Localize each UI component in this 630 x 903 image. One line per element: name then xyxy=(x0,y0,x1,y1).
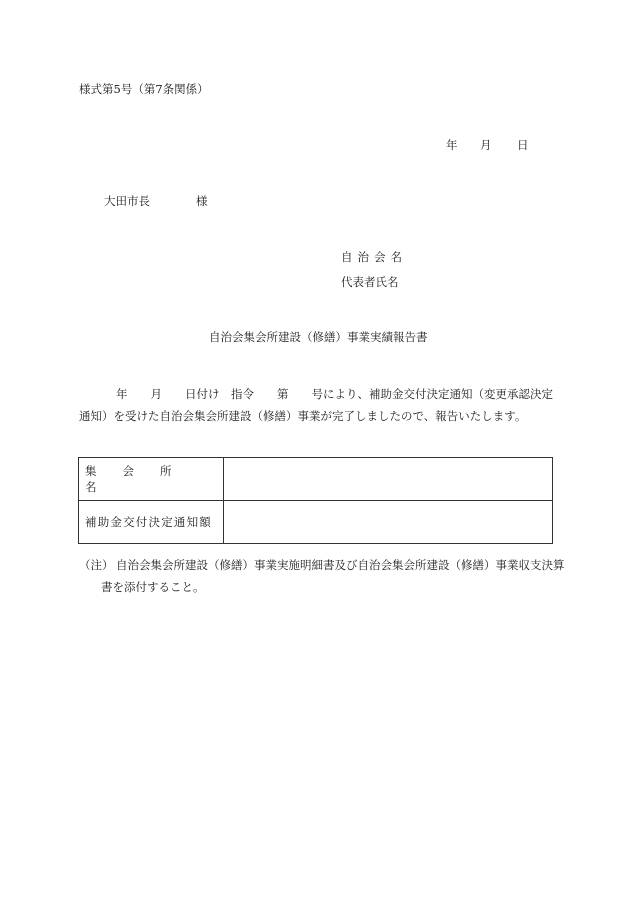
facility-name-value[interactable] xyxy=(224,458,553,501)
subsidy-amount-label-cell xyxy=(79,501,224,544)
body-line-2: 通知）を受けた自治会集会所建設（修繕）事業が完了しましたので、報告いたします。 xyxy=(79,409,527,423)
addressee xyxy=(104,193,208,209)
facility-name-label-cell xyxy=(79,458,224,501)
form-number: 様式第5号（第7条関係） xyxy=(79,82,209,96)
facility-name-label: 集会所名 xyxy=(85,464,198,494)
body-text xyxy=(79,383,553,427)
addressee-honorific: 様 xyxy=(196,194,208,208)
table-row xyxy=(79,501,553,544)
note-line-2: 書を添付すること。 xyxy=(101,580,205,594)
subsidy-amount-label: 補助金交付決定通知額 xyxy=(85,515,212,529)
info-table xyxy=(78,457,553,544)
subsidy-amount-value[interactable] xyxy=(224,501,553,544)
note-mark: （注） xyxy=(79,558,114,572)
table-row xyxy=(79,458,553,501)
addressee-name: 大田市長 xyxy=(104,194,150,208)
document-title: 自治会集会所建設（修繕）事業実績報告書 xyxy=(209,330,428,344)
date-line xyxy=(446,137,529,153)
note-line-1: 自治会集会所建設（修繕）事業実施明細書及び自治会集会所建設（修繕）事業収支決算 xyxy=(116,558,565,572)
association-name-label: 自治会名 xyxy=(341,250,407,264)
date-year: 年 xyxy=(446,138,458,152)
note xyxy=(79,554,565,598)
body-line-1: 年 月 日付け 指令 第 号により、補助金交付決定通知（変更承認決定 xyxy=(116,387,553,401)
date-day: 日 xyxy=(517,138,529,152)
date-month: 月 xyxy=(480,138,492,152)
representative-name-label: 代表者氏名 xyxy=(341,275,399,289)
